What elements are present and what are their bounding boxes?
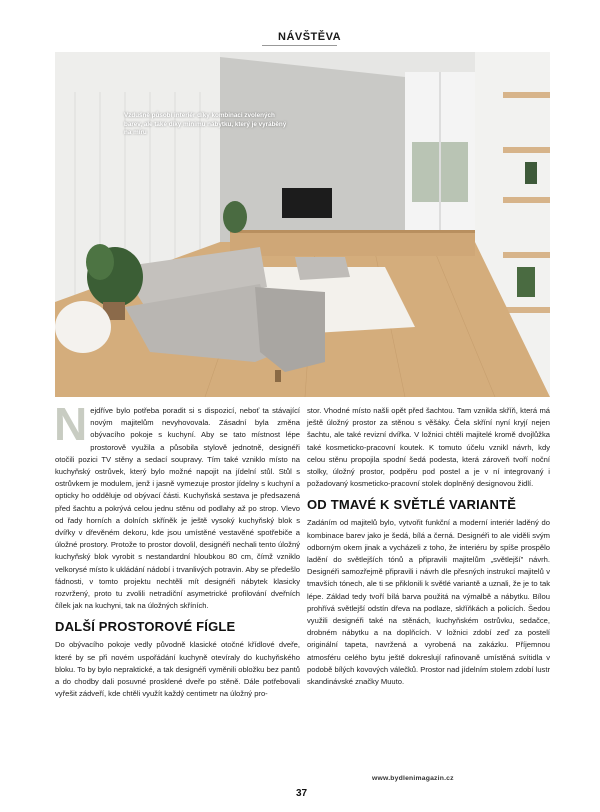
article-column-right xyxy=(307,405,550,688)
paragraph-text: Do obývacího pokoje vedly původně klasické otočné křídlové dveře, které by se při novém uspořádání kuchyně otevíraly do kuchyňského bloku. To by bylo nepraktické, a tak designéři vyměnili obložku bez pantů a do chodby dali posuvné prosklené dveře po stěně. Dále potřebovali vyřešit zádveří, kde chtěli využít každý centimetr na úložný pro- xyxy=(55,640,300,699)
paragraph-text: Zadáním od majitelů bylo, vytvořit funkční a moderní interiér laděný do kombinace barev jako je šedá, bílá a černá. Designéři to ale viděli svým odborným okem jinak a vycházeli z toho, že interiéru by spíše prospělo ladění do světlejších tónů a připravili majitelům „světlejší" návrh. Designéři samozřejmě připravili i návrh dle přesných instrukcí majitelů v tmavších tónech, ale ti se přiklonili k světlé variantě a uznali, že je to tak lépe. Základ tedy tvoří bílá barva použitá na výmalbě a nábytku. Bílou prohřívá světlejší odstín dřeva na podlaze, skříňkách a policích. Šedou využili designéři také na stěnách, kuchyňském ostrůvku, sedačce, drobném nábytku a na doplňcích. V ložnici zdobí zeď za postelí originální tapeta, navržená a vyrobená na zakázku. Příjemnou atmosféru celého bytu ještě dokreslují rafinovaně umístěná svítidla v podobě bílých kovových válečků. Prostor nad jídelním stolem zdobí lustr skandinávské značky Muuto. xyxy=(307,518,550,687)
section-label: NÁVŠTĚVA xyxy=(278,31,342,43)
interior-photo xyxy=(55,52,550,397)
subheading-dalsi-prostorove-figle: DALŠÍ PROSTOROVÉ FÍGLE xyxy=(55,619,236,635)
section-divider xyxy=(262,45,337,46)
living-room-illustration xyxy=(55,52,550,397)
subheading-od-tmave-k-svetle: OD TMAVÉ K SVĚTLÉ VARIANTĚ xyxy=(307,497,517,513)
page-number: 37 xyxy=(296,788,308,799)
article-column-left xyxy=(54,398,300,700)
paragraph-text: stor. Vhodné místo našli opět před šachtou. Tam vznikla skříň, která má ještě úložný prostor za stěnou s věšáky. Čela skříní nyní kryjí nejen šachtu, ale také revizní dvířka. V ložnici chtěli majitelé kromě dvojlůžka také kosmeticko-pracovní koutek. K tomuto účelu vznikl návrh, kdy celou stěnu propojila spodní šedá podesta, která zároveň tvoří noční stolky, úložný prostor, podpěru pod postel a je v ní integrovaný i požadovaný kosmeticko-pracovní stolek doplněný designovou židlí. xyxy=(307,406,550,489)
intro-paragraph xyxy=(54,398,300,612)
photo-caption: Vzdušně působí interiér díky kombinaci zvolených barev, ale také díky minimu nábytku, který je vyráběný na míru xyxy=(124,112,287,136)
footer-website: www.bydlenimagazin.cz xyxy=(372,775,454,782)
paragraph-text: ejdříve bylo potřeba poradit si s dispozicí, neboť ta stávající novým majitelům nevyhovovala. Zásadní byla změna obývacího pokoje s kuchyní. Aby se tato místnost lépe prostorově využila a působila stylově jednotně, designéři otočili pozici TV stěny a sedací soupravy. Tím také vzniklo místo na kuchyňský ostrůvek, který bylo možné napojit na jídelní stůl. Stůl s ostrůvkem je modulem, jenž i jasně vymezuje prostor jídelny s kuchyní a opticky ho odděluje od obývací části. Kuchyňská sestava je předsazená před šachtu a pokrývá celou jednu stěnu od podlahy až po strop. Vlevo od řady horních a dolních skříněk je ještě vysoký kuchyňský blok s dvířky v dřevěném dekoru, kde jsou umístěné vestavěné spotřebiče a úložné prostory. Protože to prostor dovolil, designéři nechali tento úložný kuchyňský blok vyrobit s nestandardní hloubkou 80 cm, čímž vzniklo velkorysé místo k ukládání nádobí i trvanlivých potravin. Aby se předešlo fádnosti, v tomto projektu nechtěli mít designéři nábytek klasicky rozvržený, proto tu zvolili netradiční asymetrické profilování dveřních čílek jak na kuchyni, tak na úložných skříních. xyxy=(55,406,300,611)
drop-cap: N xyxy=(54,398,88,450)
